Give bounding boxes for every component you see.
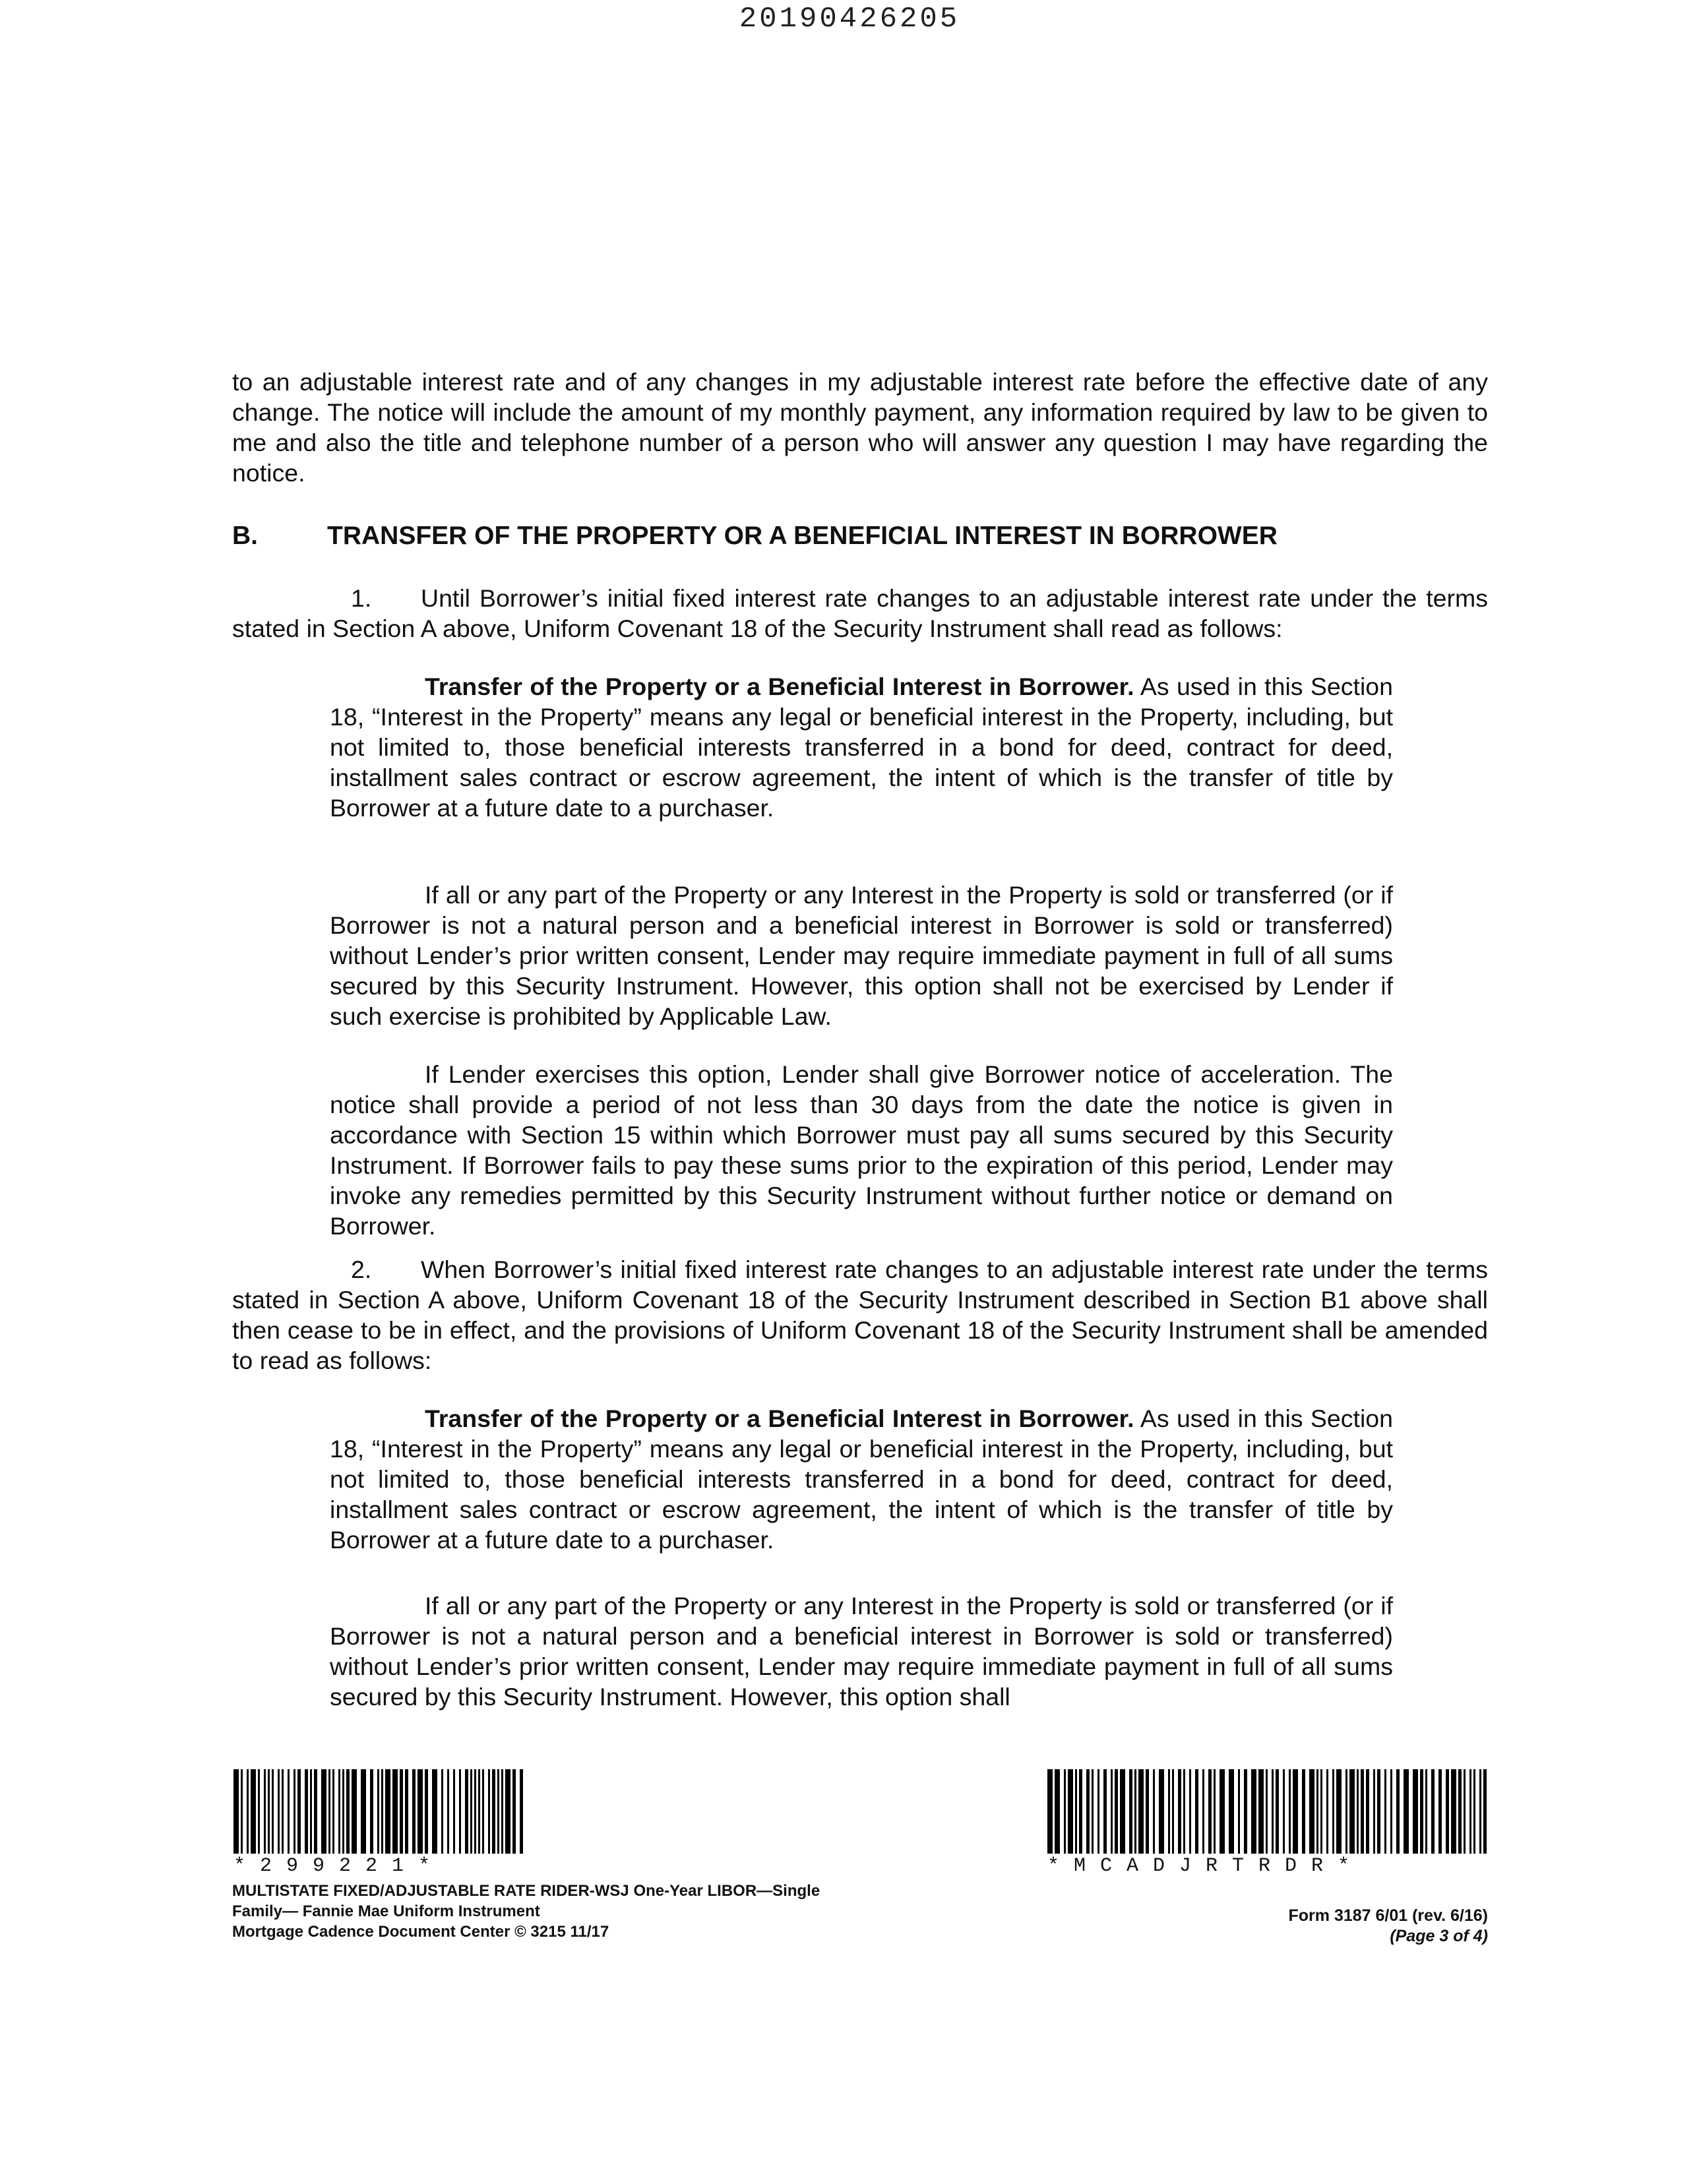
barcode-bar	[1384, 1769, 1386, 1854]
barcode-bar	[1413, 1769, 1418, 1854]
barcode-bar	[1302, 1769, 1305, 1854]
barcode-bar	[478, 1769, 480, 1854]
covenant-text: If all or any part of the Property or any Interest in the Property is sold or transferred (or if Borrower is not a natural person and a beneficial interest in Borrower is sold or transferred) without Lender’s prior written consent, Lender may require immediate payment in full of all sums secured by this Security Instrument. However, this option shall not be exercised by Lender if such exercise is prohibited by Applicable Law.	[330, 881, 1393, 1030]
barcode-bar	[1086, 1769, 1090, 1854]
barcode-bar	[447, 1769, 449, 1854]
barcode-bar	[1153, 1769, 1155, 1854]
barcode-bar	[405, 1769, 408, 1854]
barcode-bar	[1396, 1769, 1400, 1854]
barcode-bar	[305, 1769, 308, 1854]
paragraph-2	[232, 1254, 1488, 1376]
barcode-right	[1047, 1769, 1488, 1877]
barcode-bar	[1159, 1769, 1164, 1854]
barcode-bar	[278, 1769, 280, 1854]
quoted-covenant-1a	[330, 671, 1393, 823]
barcode-bar	[1464, 1769, 1466, 1854]
section-b-heading	[232, 521, 1278, 551]
quoted-covenant-2b	[330, 1591, 1393, 1712]
barcode-bar	[425, 1769, 428, 1854]
covenant-heading: Transfer of the Property or a Beneficial Interest in Borrower.	[425, 673, 1134, 700]
covenant-heading: Transfer of the Property or a Beneficial Interest in Borrower.	[425, 1405, 1134, 1432]
barcode-bar	[470, 1769, 472, 1854]
barcode-bar	[328, 1769, 330, 1854]
footer-form-title	[232, 1881, 820, 1942]
barcode-bar	[1134, 1769, 1136, 1854]
barcode-bar	[1079, 1769, 1082, 1854]
barcode-bar	[1320, 1769, 1322, 1854]
barcode-bar	[1309, 1769, 1314, 1854]
barcode-bar	[264, 1769, 266, 1854]
barcode-bar	[1097, 1769, 1099, 1854]
barcode-bar	[417, 1769, 423, 1854]
footer-line-1: MULTISTATE FIXED/ADJUSTABLE RATE RIDER-WSJ One-Year LIBOR—Single	[232, 1882, 820, 1900]
barcode-bar	[1404, 1769, 1409, 1854]
barcode-bar	[1473, 1769, 1475, 1854]
barcode-bar	[488, 1769, 490, 1854]
paragraph-1	[232, 583, 1488, 644]
covenant-text: If Lender exercises this option, Lender shall give Borrower notice of acceleration. The notice shall provide a period of not less than 30 days from the date the notice is given in accordance with Section 15 within which Borrower must pay all sums secured by this Security Instrument. If Borrower fails to pay these sums prior to the expiration of this period, Lender may invoke any remedies permitted by this Security Instrument without further notice or demand on Borrower.	[330, 1060, 1393, 1240]
barcode-bar	[505, 1769, 510, 1854]
barcode-bar	[1068, 1769, 1073, 1854]
paragraph-number: 1.	[351, 584, 372, 612]
barcode-bar	[501, 1769, 503, 1854]
barcode-bar	[1366, 1769, 1369, 1854]
barcode-bar	[297, 1769, 301, 1854]
barcode-bar	[1390, 1769, 1392, 1854]
barcode-bar	[1202, 1769, 1204, 1854]
barcode-bar	[1138, 1769, 1144, 1854]
barcode-bar	[282, 1769, 284, 1854]
barcode-bar	[233, 1769, 239, 1854]
barcode-bar	[1361, 1769, 1364, 1854]
paragraph-text: Until Borrower’s initial fixed interest rate changes to an adjustable interest rate under the terms stated in Section A above, Uniform Covenant 18 of the Security Instrument shall read as follows:	[232, 584, 1488, 642]
barcode-bar	[1189, 1769, 1191, 1854]
barcode-right-caption: *MCADJRTRDR*	[1047, 1855, 1365, 1877]
barcode-bar	[377, 1769, 379, 1854]
paragraph-text: When Borrower’s initial fixed interest rate changes to an adjustable interest rate under the terms stated in Section A above, Uniform Covenant 18 of the Security Instrument described in Section B1 above shall then cease to be in effect, and the provisions of Uniform Covenant 18 of the Security Instrument shall be amended to read as follows:	[232, 1256, 1488, 1374]
barcode-bar	[251, 1769, 256, 1854]
barcode-bar	[1266, 1769, 1268, 1854]
barcode-bar	[492, 1769, 495, 1854]
barcode-bar	[352, 1769, 357, 1854]
barcode-bar	[241, 1769, 243, 1854]
quoted-covenant-2a	[330, 1403, 1393, 1555]
barcode-bar	[1064, 1769, 1066, 1854]
barcode-bar	[1055, 1769, 1060, 1854]
barcode-bar	[1420, 1769, 1423, 1854]
barcode-bar	[338, 1769, 340, 1854]
barcode-left-caption: *299221*	[233, 1855, 445, 1877]
paragraph-number: 2.	[351, 1256, 372, 1283]
barcode-bar	[1229, 1769, 1234, 1854]
barcode-bar	[459, 1769, 461, 1854]
barcode-bar	[1438, 1769, 1442, 1854]
barcode-bar	[293, 1769, 295, 1854]
barcode-bar	[441, 1769, 443, 1854]
quoted-covenant-1c	[330, 1059, 1393, 1241]
barcode-bar	[1075, 1769, 1077, 1854]
barcode-bar	[520, 1769, 523, 1854]
barcode-bar	[1168, 1769, 1170, 1854]
covenant-text: If all or any part of the Property or any Interest in the Property is sold or transferred (or if Borrower is not a natural person and a beneficial interest in Borrower is sold or transferred) without Lender’s prior written consent, Lender may require immediate payment in full of all sums secured by this Security Instrument. However, this option shall	[330, 1592, 1393, 1711]
barcode-bar	[1479, 1769, 1481, 1854]
barcode-bar	[1172, 1769, 1174, 1854]
barcode-bar	[1349, 1769, 1355, 1854]
barcode-bar	[1326, 1769, 1328, 1854]
barcode-bar	[332, 1769, 334, 1854]
barcode-bar	[412, 1769, 416, 1854]
barcode-bar	[1092, 1769, 1094, 1854]
barcode-bar	[1431, 1769, 1435, 1854]
footer-line-2: Family— Fannie Mae Uniform Instrument	[232, 1902, 540, 1920]
barcode-bar	[321, 1769, 326, 1854]
intro-paragraph	[232, 367, 1488, 488]
barcode-bar	[465, 1769, 468, 1854]
barcode-bar	[1146, 1769, 1149, 1854]
barcode-bar	[268, 1769, 270, 1854]
barcode-bar	[1377, 1769, 1380, 1854]
barcode-bar	[258, 1769, 260, 1854]
barcode-bar	[1183, 1769, 1185, 1854]
section-title: TRANSFER OF THE PROPERTY OR A BENEFICIAL INTEREST IN BORROWER	[327, 522, 1278, 550]
recording-number: 20190426205	[739, 3, 960, 36]
page-number: (Page 3 of 4)	[1390, 1927, 1488, 1945]
barcode-bar	[346, 1769, 350, 1854]
barcode-bar	[1289, 1769, 1291, 1854]
barcode-bar	[1214, 1769, 1216, 1854]
barcode-bar	[381, 1769, 383, 1854]
intro-text: to an adjustable interest rate and of any changes in my adjustable interest rate before the effective date of any change. The notice will include the amount of my monthly payment, any information required by law to be given to me and also the title and telephone number of a person who will answer any question I may have regarding the notice.	[232, 368, 1488, 487]
barcode-bar	[512, 1769, 516, 1854]
barcode-bar	[1373, 1769, 1375, 1854]
barcode-bar	[1293, 1769, 1298, 1854]
barcode-bar	[1469, 1769, 1471, 1854]
barcode-bar	[310, 1769, 312, 1854]
barcode-bar	[1103, 1769, 1107, 1854]
barcode-bar	[432, 1769, 437, 1854]
barcode-left-graphic	[233, 1769, 524, 1854]
barcode-left	[233, 1769, 524, 1877]
barcode-bar	[1425, 1769, 1427, 1854]
barcode-bar	[1446, 1769, 1449, 1854]
footer-line-3: Mortgage Cadence Document Center © 3215 11/17	[232, 1923, 609, 1941]
barcode-bar	[288, 1769, 290, 1854]
barcode-bar	[474, 1769, 476, 1854]
barcode-bar	[272, 1769, 274, 1854]
barcode-right-graphic	[1047, 1769, 1488, 1854]
barcode-bar	[497, 1769, 499, 1854]
barcode-bar	[1129, 1769, 1132, 1854]
barcode-bar	[1120, 1769, 1125, 1854]
barcode-bar	[1332, 1769, 1334, 1854]
barcode-bar	[1178, 1769, 1181, 1854]
barcode-bar	[1047, 1769, 1053, 1854]
barcode-bar	[1238, 1769, 1240, 1854]
barcode-bar	[342, 1769, 344, 1854]
barcode-bar	[1336, 1769, 1342, 1854]
section-letter: B.	[232, 522, 258, 550]
quoted-covenant-1b	[330, 880, 1393, 1031]
barcode-bar	[1272, 1769, 1274, 1854]
barcode-bar	[392, 1769, 398, 1854]
barcode-bar	[1458, 1769, 1462, 1854]
barcode-bar	[482, 1769, 484, 1854]
barcode-bar	[361, 1769, 366, 1854]
barcode-bar	[1258, 1769, 1264, 1854]
barcode-bar	[1357, 1769, 1359, 1854]
barcode-bar	[1345, 1769, 1347, 1854]
barcode-bar	[370, 1769, 373, 1854]
barcode-bar	[1220, 1769, 1225, 1854]
barcode-bar	[1111, 1769, 1113, 1854]
barcode-bar	[400, 1769, 403, 1854]
barcode-bar	[1483, 1769, 1487, 1854]
barcode-bar	[1276, 1769, 1279, 1854]
form-number: Form 3187 6/01 (rev. 6/16)	[1288, 1906, 1488, 1925]
barcode-bar	[1115, 1769, 1118, 1854]
barcode-bar	[1316, 1769, 1318, 1854]
footer-form-number	[1289, 1906, 1489, 1947]
barcode-bar	[314, 1769, 317, 1854]
barcode-bar	[1208, 1769, 1212, 1854]
barcode-bar	[1451, 1769, 1456, 1854]
barcode-bar	[1195, 1769, 1198, 1854]
barcode-bar	[247, 1769, 249, 1854]
covenant-text: As used in this Section 18, “Interest in the Property” means any legal or beneficial interest in the Property, including, but not limited to, those beneficial interests transferred in a bond for deed, contract for deed, installment sales contract or escrow agreement, the intent of which is the transfer of title by Borrower at a future date to a purchaser.	[330, 1405, 1393, 1554]
barcode-bar	[1251, 1769, 1256, 1854]
barcode-bar	[385, 1769, 390, 1854]
barcode-bar	[453, 1769, 455, 1854]
barcode-bar	[1283, 1769, 1285, 1854]
barcode-bar	[1244, 1769, 1247, 1854]
covenant-text: As used in this Section 18, “Interest in the Property” means any legal or beneficial interest in the Property, including, but not limited to, those beneficial interests transferred in a bond for deed, contract for deed, installment sales contract or escrow agreement, the intent of which is the transfer of title by Borrower at a future date to a purchaser.	[330, 673, 1393, 822]
